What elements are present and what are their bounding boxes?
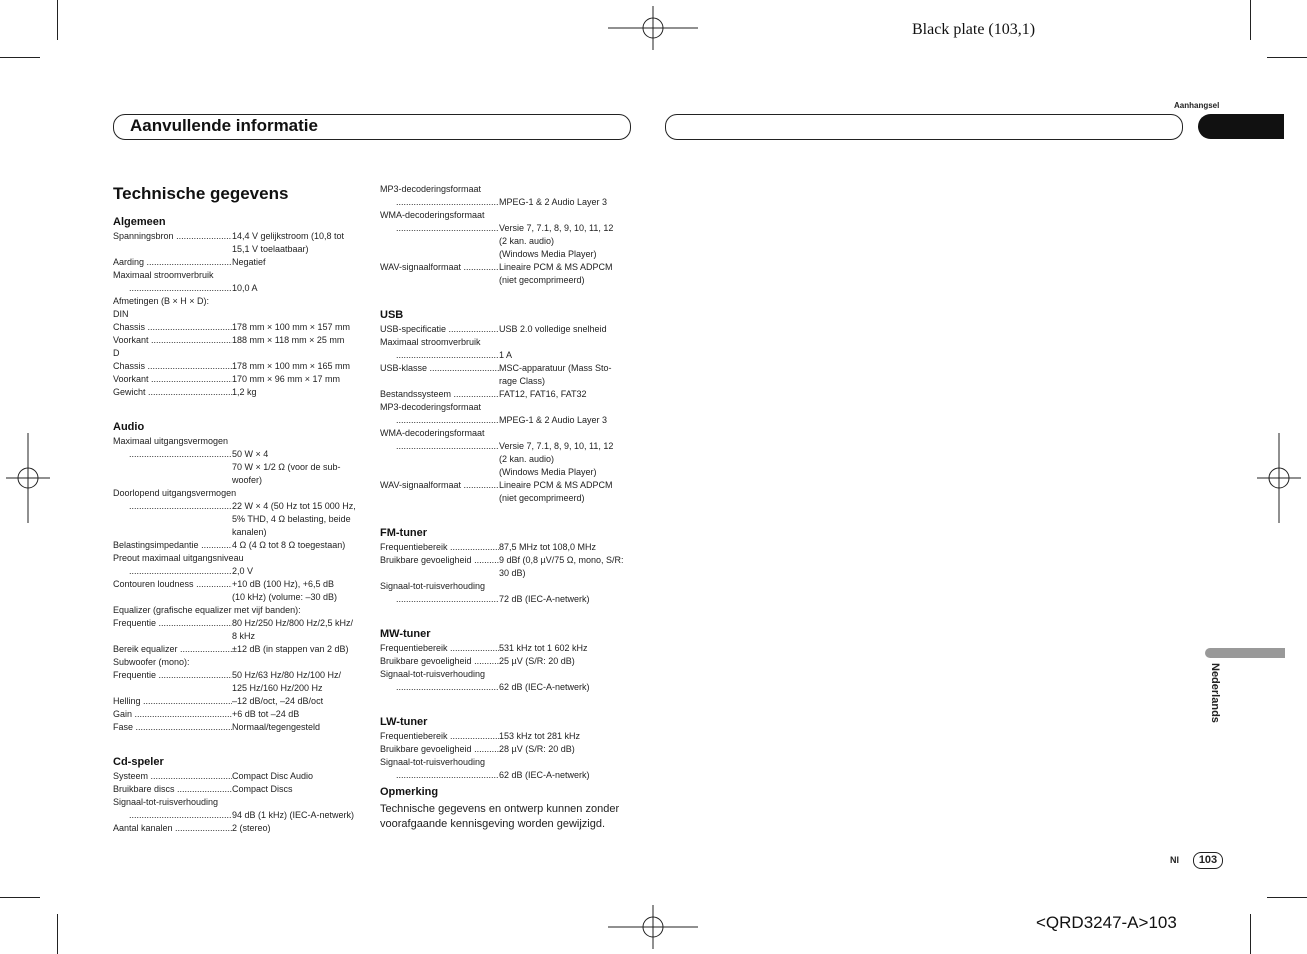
spec-value: 25 µV (S/R: 20 dB) xyxy=(499,656,575,666)
spec-key xyxy=(129,565,232,578)
spec-value: 178 mm × 100 mm × 165 mm xyxy=(232,361,351,371)
spec-value: USB 2.0 volledige snelheid xyxy=(499,324,607,334)
spec-row xyxy=(113,783,363,796)
spec-row xyxy=(113,321,363,334)
spec-value: 1 A xyxy=(499,350,513,360)
spec-row xyxy=(113,386,363,399)
spec-value: Lineaire PCM & MS ADPCM xyxy=(499,480,613,490)
section-heading: Algemeen xyxy=(113,216,166,228)
section-gap xyxy=(380,287,630,309)
spec-value: FAT12, FAT16, FAT32 xyxy=(499,389,587,399)
spec-row xyxy=(113,822,363,835)
spec-row xyxy=(113,604,363,617)
spec-key xyxy=(129,448,232,461)
spec-key: Chassis ..... xyxy=(113,360,232,373)
spec-key: Signaal-tot-ruisverhouding xyxy=(113,797,219,807)
spec-key: Gewicht ..... xyxy=(113,386,232,399)
spec-value: 70 W × 1/2 Ω (voor de sub- xyxy=(232,462,341,472)
spec-row xyxy=(113,721,363,734)
spec-column-left xyxy=(113,184,363,835)
spec-section xyxy=(380,716,630,782)
spec-row xyxy=(380,593,630,606)
spec-row xyxy=(380,769,630,782)
spec-row xyxy=(113,809,363,822)
spec-key: WAV-signaalformaat ..... xyxy=(380,479,499,492)
spec-section xyxy=(380,527,630,606)
spec-row xyxy=(113,695,363,708)
spec-value: Versie 7, 7.1, 8, 9, 10, 11, 12 xyxy=(499,441,614,451)
registration-mark-right xyxy=(1257,433,1301,523)
spec-value: 30 dB) xyxy=(499,568,526,578)
spec-row xyxy=(113,565,363,578)
spec-value: (2 kan. audio) xyxy=(499,236,555,246)
spec-row xyxy=(380,492,630,505)
crop-mark xyxy=(1267,57,1307,58)
spec-value: Versie 7, 7.1, 8, 9, 10, 11, 12 xyxy=(499,223,614,233)
spec-row xyxy=(113,256,363,269)
spec-row xyxy=(380,248,630,261)
spec-row xyxy=(380,183,630,196)
spec-key xyxy=(396,414,499,427)
spec-value: 62 dB (IEC-A-netwerk) xyxy=(499,682,590,692)
spec-value: 80 Hz/250 Hz/800 Hz/2,5 kHz/ xyxy=(232,618,354,628)
spec-row xyxy=(380,453,630,466)
spec-key: Aarding ..... xyxy=(113,256,232,269)
spec-row xyxy=(380,401,630,414)
spec-row xyxy=(380,541,630,554)
spec-key: Systeem ..... xyxy=(113,770,232,783)
section-header-title: Aanvullende informatie xyxy=(130,116,318,135)
spec-row xyxy=(380,466,630,479)
spec-row xyxy=(380,730,630,743)
job-code: <QRD3247-A>103 xyxy=(1036,913,1177,932)
plate-label: Black plate (103,1) xyxy=(912,21,1036,38)
spec-key xyxy=(396,349,499,362)
spec-key xyxy=(396,222,499,235)
spec-row xyxy=(380,756,630,769)
spec-value: 1,2 kg xyxy=(232,387,257,397)
spec-row xyxy=(113,448,363,461)
spec-value: 94 dB (1 kHz) (IEC-A-netwerk) xyxy=(232,810,355,820)
spec-row xyxy=(113,591,363,604)
spec-row xyxy=(380,642,630,655)
spec-value: 170 mm × 96 mm × 17 mm xyxy=(232,374,341,384)
registration-mark-top xyxy=(608,6,698,50)
spec-row xyxy=(113,682,363,695)
spec-key: Contouren loudness ..... xyxy=(113,578,232,591)
spec-value: woofer) xyxy=(232,475,263,485)
spec-key: Bruikbare gevoeligheid ..... xyxy=(380,655,499,668)
appendix-label: Aanhangsel xyxy=(1174,101,1220,110)
registration-mark-bottom xyxy=(608,905,698,949)
spec-key: USB-klasse ..... xyxy=(380,362,499,375)
spec-key xyxy=(396,440,499,453)
spec-key: DIN xyxy=(113,309,129,319)
spec-key: USB-specificatie ..... xyxy=(380,323,499,336)
page-title: Technische gegevens xyxy=(113,184,289,203)
spec-value: 50 Hz/63 Hz/80 Hz/100 Hz/ xyxy=(232,670,342,680)
spec-row xyxy=(113,770,363,783)
spec-key: WMA-decoderingsformaat xyxy=(380,428,485,438)
section-gap xyxy=(380,606,630,628)
spec-value: Lineaire PCM & MS ADPCM xyxy=(499,262,613,272)
section-heading: Cd-speler xyxy=(113,756,164,768)
spec-value: kanalen) xyxy=(232,527,267,537)
language-tab xyxy=(1205,648,1285,658)
spec-row xyxy=(113,552,363,565)
spec-row xyxy=(380,261,630,274)
spec-row xyxy=(380,388,630,401)
section-gap xyxy=(380,694,630,716)
spec-row xyxy=(113,474,363,487)
spec-key: Bruikbare gevoeligheid ..... xyxy=(380,743,499,756)
spec-key xyxy=(396,769,499,782)
spec-section xyxy=(113,421,363,734)
spec-value: MPEG-1 & 2 Audio Layer 3 xyxy=(499,415,608,425)
spec-value: 8 kHz xyxy=(232,631,256,641)
spec-row xyxy=(113,656,363,669)
spec-row xyxy=(113,796,363,809)
spec-value: (2 kan. audio) xyxy=(499,454,555,464)
crop-mark xyxy=(0,57,40,58)
spec-key: Bereik equalizer ..... xyxy=(113,643,232,656)
spec-row xyxy=(380,235,630,248)
spec-key: Signaal-tot-ruisverhouding xyxy=(380,581,486,591)
spec-value: ±12 dB (in stappen van 2 dB) xyxy=(232,644,349,654)
section-heading: Audio xyxy=(113,421,145,433)
spec-row xyxy=(113,295,363,308)
spec-key xyxy=(129,282,232,295)
spec-key: Chassis ..... xyxy=(113,321,232,334)
section-heading: FM-tuner xyxy=(380,527,428,539)
spec-value: 2,0 V xyxy=(232,566,254,576)
spec-value: +10 dB (100 Hz), +6,5 dB xyxy=(232,579,335,589)
spec-column-right xyxy=(380,183,630,832)
spec-row xyxy=(113,539,363,552)
spec-value: 5% THD, 4 Ω belasting, beide xyxy=(232,514,351,524)
page-number: 103 xyxy=(1193,852,1223,869)
spec-value: –12 dB/oct, –24 dB/oct xyxy=(232,696,324,706)
crop-mark xyxy=(0,897,40,898)
section-gap xyxy=(113,734,363,756)
spec-value: (niet gecomprimeerd) xyxy=(499,493,585,503)
spec-row xyxy=(380,681,630,694)
spec-value: 4 Ω (4 Ω tot 8 Ω toegestaan) xyxy=(232,540,346,550)
spec-key: Maximaal uitgangsvermogen xyxy=(113,436,229,446)
spec-value: 28 µV (S/R: 20 dB) xyxy=(499,744,575,754)
section-heading: USB xyxy=(380,309,404,321)
spec-key: WMA-decoderingsformaat xyxy=(380,210,485,220)
spec-row xyxy=(380,336,630,349)
spec-key: Signaal-tot-ruisverhouding xyxy=(380,757,486,767)
spec-value: 178 mm × 100 mm × 157 mm xyxy=(232,322,351,332)
spec-value: MSC-apparatuur (Mass Sto- xyxy=(499,363,612,373)
spec-row xyxy=(380,580,630,593)
spec-value: +6 dB tot –24 dB xyxy=(232,709,300,719)
spec-row xyxy=(380,440,630,453)
section-heading: LW-tuner xyxy=(380,716,428,728)
spec-row xyxy=(380,479,630,492)
spec-row xyxy=(113,373,363,386)
spec-value: 15,1 V toelaatbaar) xyxy=(232,244,309,254)
footer-language: Nl xyxy=(1170,855,1179,865)
spec-row xyxy=(380,349,630,362)
spec-value: 125 Hz/160 Hz/200 Hz xyxy=(232,683,323,693)
spec-key xyxy=(396,196,499,209)
spec-row xyxy=(113,230,363,243)
spec-key: Bruikbare discs ..... xyxy=(113,783,232,796)
spec-row xyxy=(113,487,363,500)
spec-row xyxy=(380,362,630,375)
spec-value: (Windows Media Player) xyxy=(499,249,597,259)
spec-row xyxy=(380,375,630,388)
spec-row xyxy=(380,222,630,235)
language-tab-label: Nederlands xyxy=(1209,663,1221,723)
spec-row xyxy=(113,643,363,656)
spec-key: Belastingsimpedantie ..... xyxy=(113,539,232,552)
spec-value: Negatief xyxy=(232,257,266,267)
spec-key: Aantal kanalen ..... xyxy=(113,822,232,835)
chapter-tab xyxy=(1198,114,1284,139)
spec-section xyxy=(113,756,363,835)
section-header-bar-right xyxy=(665,114,1183,140)
spec-row xyxy=(113,360,363,373)
spec-section xyxy=(113,216,363,399)
note-heading: Opmerking xyxy=(380,786,439,798)
spec-key: Spanningsbron ..... xyxy=(113,230,232,243)
spec-row xyxy=(113,578,363,591)
crop-mark xyxy=(57,914,58,954)
spec-key: MP3-decoderingsformaat xyxy=(380,184,482,194)
spec-key xyxy=(396,681,499,694)
spec-key: Voorkant ..... xyxy=(113,334,232,347)
spec-value: (10 kHz) (volume: –30 dB) xyxy=(232,592,338,602)
spec-row xyxy=(380,567,630,580)
spec-key: Frequentie ..... xyxy=(113,669,232,682)
spec-key xyxy=(396,593,499,606)
spec-value: rage Class) xyxy=(499,376,546,386)
spec-row xyxy=(113,500,363,513)
spec-row xyxy=(380,427,630,440)
spec-key: WAV-signaalformaat ..... xyxy=(380,261,499,274)
spec-row xyxy=(113,461,363,474)
section-gap xyxy=(113,399,363,421)
spec-value: 10,0 A xyxy=(232,283,258,293)
section-gap xyxy=(380,505,630,527)
spec-value: 188 mm × 118 mm × 25 mm xyxy=(232,335,345,345)
spec-value: Compact Discs xyxy=(232,784,293,794)
spec-key: Frequentiebereik ..... xyxy=(380,642,499,655)
spec-row xyxy=(380,743,630,756)
spec-key: Maximaal stroomverbruik xyxy=(113,270,214,280)
spec-row xyxy=(113,669,363,682)
spec-row xyxy=(113,526,363,539)
spec-value: 72 dB (IEC-A-netwerk) xyxy=(499,594,590,604)
spec-value: (Windows Media Player) xyxy=(499,467,597,477)
spec-row xyxy=(113,282,363,295)
spec-value: Normaal/tegengesteld xyxy=(232,722,321,732)
spec-row xyxy=(113,334,363,347)
spec-key: Voorkant ..... xyxy=(113,373,232,386)
spec-key: D xyxy=(113,348,120,358)
spec-key: Frequentiebereik ..... xyxy=(380,541,499,554)
spec-row xyxy=(113,617,363,630)
spec-key: Maximaal stroomverbruik xyxy=(380,337,481,347)
spec-row xyxy=(380,668,630,681)
registration-mark-left xyxy=(6,433,50,523)
spec-key: MP3-decoderingsformaat xyxy=(380,402,482,412)
spec-row xyxy=(113,269,363,282)
spec-row xyxy=(380,209,630,222)
spec-key: Frequentie ..... xyxy=(113,617,232,630)
spec-key: Frequentiebereik ..... xyxy=(380,730,499,743)
section-heading: MW-tuner xyxy=(380,628,431,640)
spec-section xyxy=(380,309,630,505)
spec-value: 2 (stereo) xyxy=(232,823,271,833)
spec-key: Bestandssysteem ..... xyxy=(380,388,499,401)
spec-row xyxy=(380,554,630,567)
note-text: Technische gegevens en ontwerp kunnen zonder voorafgaande kennisgeving worden gewijzigd. xyxy=(380,803,620,830)
spec-value: MPEG-1 & 2 Audio Layer 3 xyxy=(499,197,608,207)
spec-key: Doorlopend uitgangsvermogen xyxy=(113,488,237,498)
spec-value: 22 W × 4 (50 Hz tot 15 000 Hz, xyxy=(232,501,356,511)
spec-row xyxy=(113,347,363,360)
spec-value: 9 dBf (0,8 µV/75 Ω, mono, S/R: xyxy=(499,555,624,565)
spec-key: Helling ..... xyxy=(113,695,232,708)
spec-row xyxy=(380,323,630,336)
crop-mark xyxy=(1250,914,1251,954)
spec-key xyxy=(129,809,232,822)
spec-key: Preout maximaal uitgangsniveau xyxy=(113,553,244,563)
spec-key: Equalizer (grafische equalizer met vijf banden): xyxy=(113,605,301,615)
spec-key: Afmetingen (B × H × D): xyxy=(113,296,210,306)
spec-section xyxy=(380,183,630,287)
spec-section xyxy=(380,628,630,694)
spec-row xyxy=(113,308,363,321)
spec-value: 153 kHz tot 281 kHz xyxy=(499,731,581,741)
spec-value: 531 kHz tot 1 602 kHz xyxy=(499,643,588,653)
spec-value: 62 dB (IEC-A-netwerk) xyxy=(499,770,590,780)
spec-row xyxy=(113,243,363,256)
spec-key: Fase ..... xyxy=(113,721,232,734)
crop-mark xyxy=(57,0,58,40)
spec-value: Compact Disc Audio xyxy=(232,771,314,781)
spec-row xyxy=(113,435,363,448)
spec-row xyxy=(380,274,630,287)
spec-key xyxy=(129,500,232,513)
spec-value: 14,4 V gelijkstroom (10,8 tot xyxy=(232,231,345,241)
spec-row xyxy=(380,414,630,427)
spec-key: Subwoofer (mono): xyxy=(113,657,190,667)
spec-row xyxy=(113,630,363,643)
spec-key: Signaal-tot-ruisverhouding xyxy=(380,669,486,679)
spec-row xyxy=(380,655,630,668)
spec-row xyxy=(113,513,363,526)
spec-value: (niet gecomprimeerd) xyxy=(499,275,585,285)
crop-mark xyxy=(1267,897,1307,898)
crop-mark xyxy=(1250,0,1251,40)
spec-row xyxy=(380,196,630,209)
spec-row xyxy=(113,708,363,721)
spec-key: Gain ..... xyxy=(113,708,232,721)
spec-value: 87,5 MHz tot 108,0 MHz xyxy=(499,542,597,552)
spec-value: 50 W × 4 xyxy=(232,449,269,459)
spec-key: Bruikbare gevoeligheid ..... xyxy=(380,554,499,567)
